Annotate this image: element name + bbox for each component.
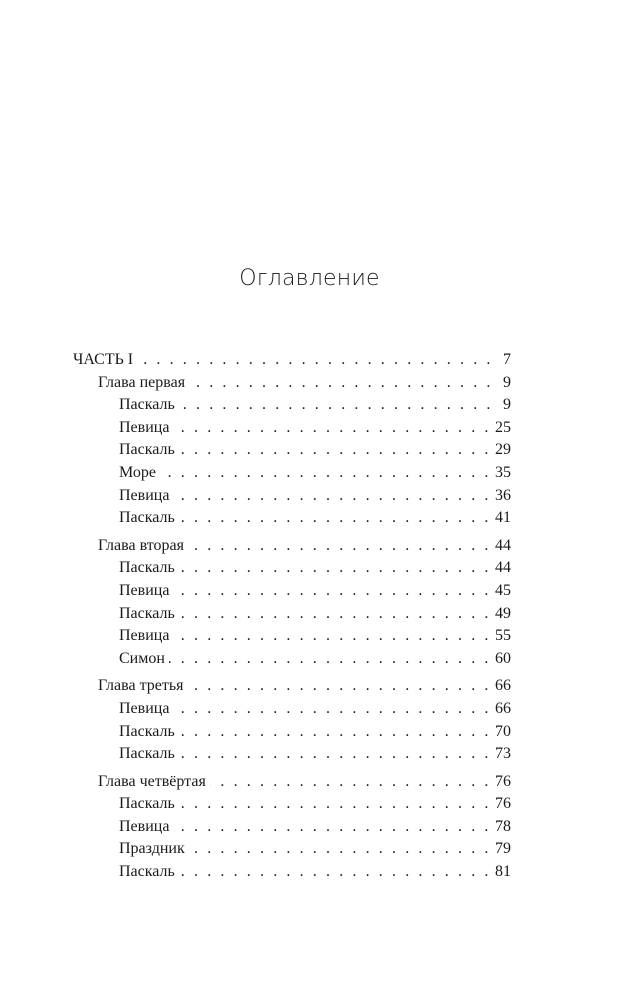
toc-entry <box>73 793 511 816</box>
toc-entry-label: Паскаль <box>119 441 175 459</box>
toc-entry <box>73 625 511 648</box>
toc-entry-label: Паскаль <box>119 745 175 763</box>
toc-entry-label: Паскаль <box>119 863 175 881</box>
toc-entry <box>73 743 511 766</box>
toc-dot-leader <box>173 816 491 839</box>
toc-entry-label: Море <box>119 463 156 481</box>
toc-entry <box>73 675 511 698</box>
toc-entry-page-number: 60 <box>495 649 511 667</box>
toc-dot-leader <box>179 507 491 530</box>
toc-entry-label: Певица <box>119 817 170 835</box>
toc-dot-leader <box>173 417 491 440</box>
toc-entry-page-number: 81 <box>495 863 511 881</box>
toc-entry <box>73 698 511 721</box>
toc-dot-leader <box>173 698 491 721</box>
toc-entry <box>73 771 511 794</box>
toc-entry-label: Глава четвёртая <box>98 772 206 790</box>
toc-dot-leader <box>173 580 491 603</box>
toc-entry-page-number: 45 <box>495 581 511 599</box>
toc-entry <box>73 507 511 530</box>
toc-entry-page-number: 70 <box>495 722 511 740</box>
toc-dot-leader <box>179 557 491 580</box>
toc-entry <box>73 485 511 508</box>
toc-entry-page-number: 44 <box>495 536 511 554</box>
page-title: Оглавление <box>239 266 380 291</box>
toc-entry-page-number: 7 <box>503 351 511 368</box>
toc-entry <box>73 603 511 626</box>
toc-entry-page-number: 76 <box>495 795 511 813</box>
toc-entry <box>73 372 511 395</box>
toc-dot-leader <box>169 648 491 671</box>
toc-entry <box>73 580 511 603</box>
toc-entry-label: Певица <box>119 486 170 504</box>
toc-dot-leader <box>210 771 491 794</box>
toc-entry <box>73 535 511 558</box>
toc-entry-label: Глава первая <box>98 373 186 391</box>
toc-entry <box>73 648 511 671</box>
toc-entry <box>73 861 511 884</box>
toc-entry-label: Певица <box>119 581 170 599</box>
toc-dot-leader <box>188 675 491 698</box>
toc-dot-leader <box>179 603 491 626</box>
toc-entry-page-number: 76 <box>495 772 511 790</box>
toc-entry <box>73 439 511 462</box>
toc-entry-label: Паскаль <box>119 604 175 622</box>
toc-entry-label: Паскаль <box>119 795 175 813</box>
toc-entry-page-number: 36 <box>495 486 511 504</box>
toc-dot-leader <box>179 439 491 462</box>
toc-entry-page-number: 66 <box>495 677 511 695</box>
toc-entry-label: Праздник <box>119 840 185 858</box>
table-of-contents <box>73 349 511 884</box>
toc-entry-page-number: 66 <box>495 699 511 717</box>
toc-entry <box>73 417 511 440</box>
toc-dot-leader <box>179 743 491 766</box>
toc-entry-label: Симон <box>119 649 165 667</box>
toc-entry <box>73 816 511 839</box>
toc-entry-label: ЧАСТЬ I <box>73 351 134 368</box>
toc-entry-page-number: 44 <box>495 559 511 577</box>
toc-dot-leader <box>179 721 491 744</box>
toc-entry-page-number: 9 <box>503 373 511 391</box>
toc-entry-page-number: 41 <box>495 509 511 527</box>
toc-entry <box>73 838 511 861</box>
toc-entry-label: Паскаль <box>119 559 175 577</box>
toc-entry-label: Певица <box>119 418 170 436</box>
toc-entry-label: Глава вторая <box>98 536 184 554</box>
toc-entry-page-number: 79 <box>495 840 511 858</box>
toc-entry-page-number: 78 <box>495 817 511 835</box>
toc-dot-leader <box>189 372 493 395</box>
toc-entry <box>73 394 511 417</box>
toc-dot-leader <box>189 838 491 861</box>
toc-dot-leader <box>179 861 491 884</box>
toc-entry-page-number: 29 <box>495 441 511 459</box>
toc-entry-page-number: 35 <box>495 463 511 481</box>
toc-entry-label: Паскаль <box>119 509 175 527</box>
toc-dot-leader <box>179 394 493 417</box>
toc-entry-label: Певица <box>119 627 170 645</box>
toc-entry-page-number: 55 <box>495 627 511 645</box>
toc-entry <box>73 462 511 485</box>
toc-dot-leader <box>179 793 491 816</box>
toc-dot-leader <box>188 535 491 558</box>
toc-entry <box>73 721 511 744</box>
toc-entry-page-number: 9 <box>503 396 511 414</box>
toc-entry-page-number: 73 <box>495 745 511 763</box>
toc-entry <box>73 557 511 580</box>
toc-dot-leader <box>160 462 491 485</box>
toc-entry-label: Глава третья <box>98 677 184 695</box>
toc-dot-leader <box>173 625 491 648</box>
toc-entry-page-number: 25 <box>495 418 511 436</box>
toc-entry-label: Паскаль <box>119 396 175 414</box>
toc-dot-leader <box>173 485 491 508</box>
toc-entry-label: Певица <box>119 699 170 717</box>
toc-dot-leader <box>137 349 493 372</box>
toc-entry-page-number: 49 <box>495 604 511 622</box>
toc-entry-label: Паскаль <box>119 722 175 740</box>
toc-entry <box>73 349 511 372</box>
